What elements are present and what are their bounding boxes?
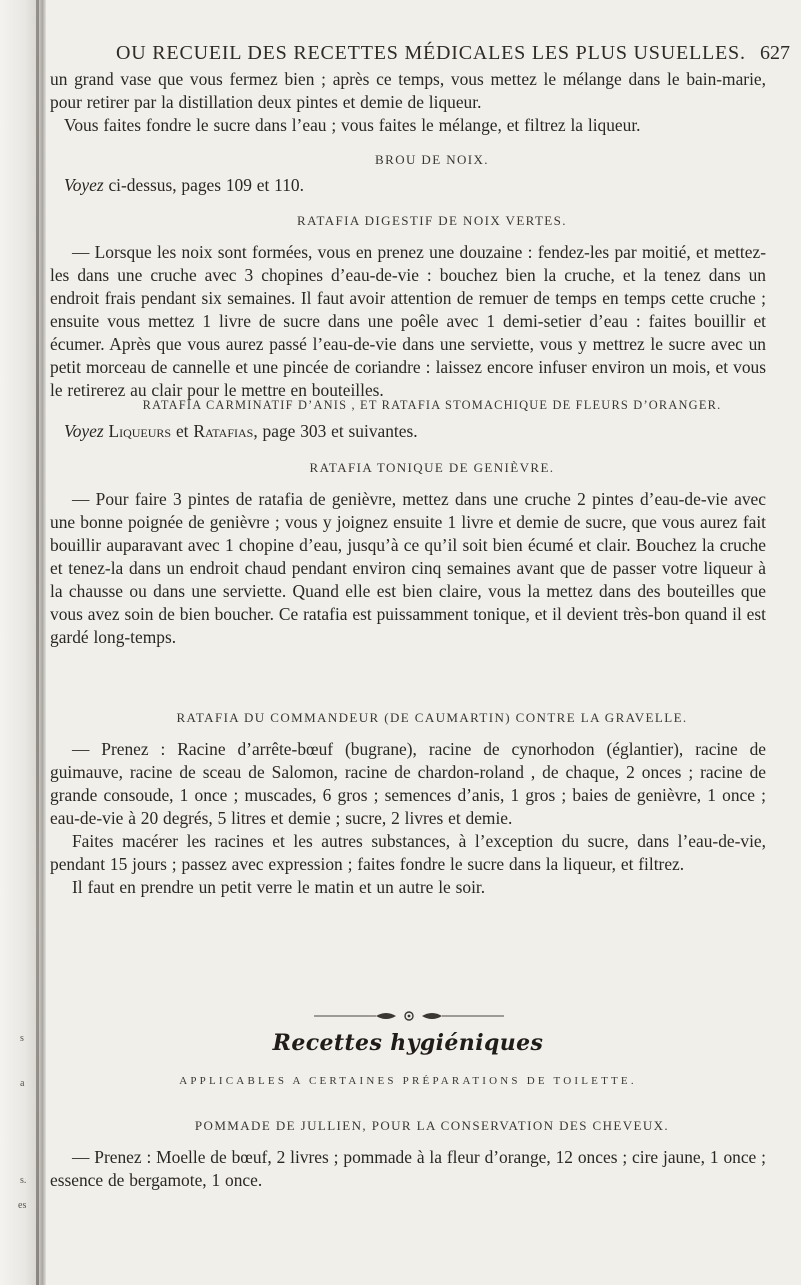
heading-ratafia-commandeur: RATAFIA DU COMMANDEUR (DE CAUMARTIN) CONTRE LA GRAVELLE.	[176, 710, 688, 725]
brou-reference	[50, 174, 766, 197]
brou-block	[50, 174, 766, 197]
book-page	[50, 0, 790, 1285]
voyez-label: Voyez	[64, 175, 104, 195]
ratafia-tonique-text: — Pour faire 3 pintes de ratafia de genièvre, mettez dans une cruche 2 pintes d’eau-de-vie avec une bonne poignée de genièvre ; vous y joignez ensuite 1 livre et demie de sucre, que vous aurez fait bouillir auparavant avec 1 chopine d’eau, jusqu’à ce qu’il soit bien écumé et clair. Bouchez la cruche et tenez-la dans un endroit chaud pendant environ cinq semaines avant que de passer votre liqueur à la chausse ou dans une serviette. Quand elle est bien claire, vous la mettez dans des bouteilles que vous avez soin de bien boucher. Ce ratafia est puissamment tonique, et il devient très-bon quand il est gardé long-temps.	[50, 489, 766, 647]
ratafia-tonique-block	[50, 488, 766, 649]
ratafia-commandeur-paragraph-3: Il faut en prendre un petit verre le matin et un autre le soir.	[72, 877, 486, 897]
margin-mark-4: es	[18, 1200, 27, 1211]
ratafia-carminatif-reference: Voyez Liqueurs et Ratafias, page 303 et suivantes.	[64, 421, 418, 441]
binding-shadow	[36, 0, 39, 1285]
margin-mark-2: a	[20, 1078, 25, 1089]
ratafia-digestif-text: — Lorsque les noix sont formées, vous en prenez une douzaine : fendez-les par moitié, et mettez-les dans une cruche avec 3 chopines d’eau-de-vie : bouchez bien la cruche, et la tenez dans un endroit frais pendant six semaines. Il faut avoir attention de remuer de temps en temps cette cruche ; ensuite vous mettez 1 livre de sucre dans une poêle avec 1 demi-setier d’eau : faites bouillir et écumer. Après que vous aurez passé l’eau-de-vie dans une serviette, vous y mettrez le sucre avec un petit morceau de cannelle et une pincée de coriandre : laissez encore infuser environ un mois, et vous le retirerez au clair pour le mettre en bouteilles.	[50, 242, 766, 400]
section-title: Recettes hygiéniques	[272, 1030, 544, 1056]
voyez-label: Voyez	[64, 421, 104, 441]
heading-ratafia-carminatif: RATAFIA CARMINATIF D’ANIS , ET RATAFIA STOMACHIQUE DE FLEURS D’ORANGER.	[142, 398, 722, 412]
page-number: 627	[760, 42, 790, 64]
heading-ratafia-digestif: RATAFIA DIGESTIF DE NOIX VERTES.	[297, 213, 567, 228]
margin-mark-1: s	[20, 1033, 24, 1044]
intro-paragraph-2: Vous faites fondre le sucre dans l’eau ; vous faites le mélange, et filtrez la liqueur.	[64, 115, 641, 135]
intro-block	[50, 68, 766, 137]
pommade-text: — Prenez : Moelle de bœuf, 2 livres ; pommade à la fleur d’orange, 12 onces ; cire jaune, 1 once ; essence de bergamote, 1 once.	[50, 1147, 766, 1190]
margin-mark-3: s.	[20, 1175, 27, 1186]
heading-pommade-jullien: POMMADE DE JULLIEN, POUR LA CONSERVATION DES CHEVEUX.	[194, 1118, 670, 1133]
heading-ratafia-tonique: RATAFIA TONIQUE DE GENIÈVRE.	[309, 460, 555, 475]
reference-liqueurs: Liqueurs	[108, 421, 172, 441]
ratafia-commandeur-paragraph-1: — Prenez : Racine d’arrête-bœuf (bugrane), racine de cynorhodon (églantier), racine de guimauve, racine de sceau de Salomon, racine de chardon-roland , de chaque, 2 onces ; racine de grande consoude, 1 once ; muscades, 6 gros ; semences d’anis, 1 gros ; baies de genièvre, 1 once ; eau-de-vie à 20 degrés, 5 litres et demie ; sucre, 2 livres et demie.	[50, 739, 766, 828]
reference-ratafias: Ratafias	[193, 421, 254, 441]
heading-brou-de-noix: BROU DE NOIX.	[375, 152, 489, 167]
ratafia-digestif-block	[50, 241, 766, 402]
ratafia-carminatif-block	[50, 420, 766, 443]
ratafia-commandeur-paragraph-2: Faites macérer les racines et les autres substances, à l’exception du sucre, dans l’eau-de-vie, pendant 15 jours ; passez avec expression ; faites fondre le sucre dans la liqueur, et filtrez.	[50, 831, 766, 874]
intro-paragraph-1: un grand vase que vous fermez bien ; après ce temps, vous mettez le mélange dans le bain-marie, pour retirer par la distillation deux pintes et demie de liqueur.	[50, 69, 766, 112]
ornament-divider	[314, 1006, 504, 1026]
pommade-block	[50, 1146, 766, 1192]
brou-reference-text: ci-dessus, pages 109 et 110.	[103, 175, 304, 195]
page-gutter	[0, 0, 46, 1285]
section-subtitle: APPLICABLES A CERTAINES PRÉPARATIONS DE TOILETTE.	[179, 1075, 637, 1087]
running-head: OU RECUEIL DES RECETTES MÉDICALES LES PLUS USUELLES.	[116, 42, 746, 64]
ratafia-commandeur-block	[50, 738, 766, 899]
